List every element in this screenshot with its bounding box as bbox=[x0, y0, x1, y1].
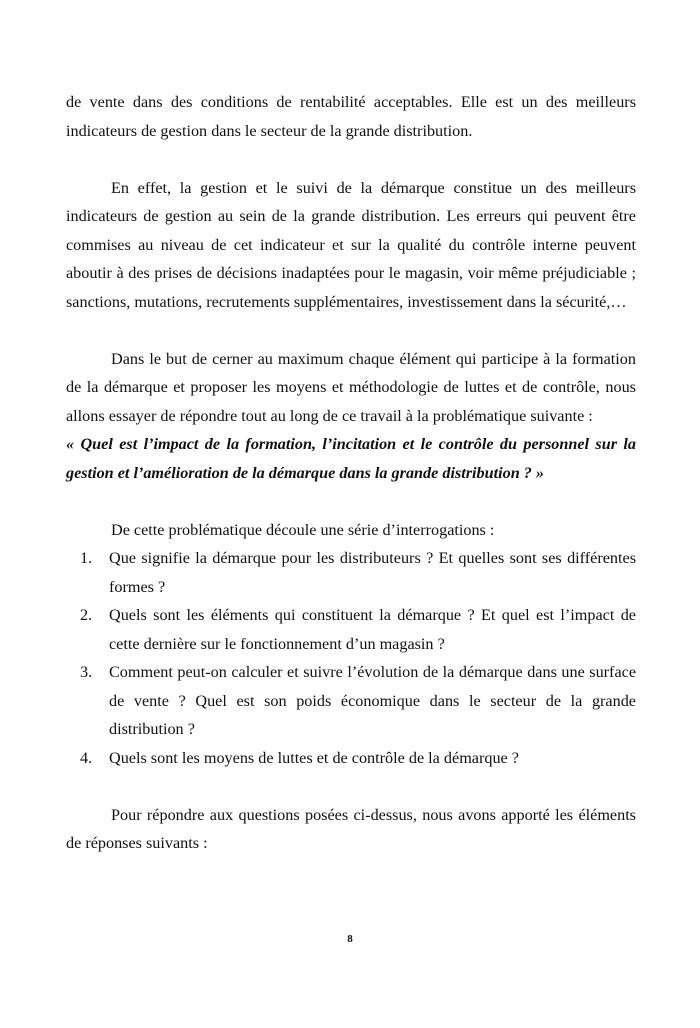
paragraph-5: Pour répondre aux questions posées ci-dessus, nous avons apporté les éléments de réponses suivants : bbox=[66, 805, 636, 852]
list-item bbox=[66, 544, 636, 601]
page-number: 8 bbox=[347, 933, 353, 945]
questions-list bbox=[66, 544, 636, 772]
list-item-number: 1. bbox=[80, 549, 93, 567]
list-item-number: 4. bbox=[80, 748, 93, 767]
list-item-number: 3. bbox=[80, 663, 93, 681]
list-item-number: 2. bbox=[80, 606, 93, 624]
problem-statement: « Quel est l’impact de la formation, l’incitation et le contrôle du personnel sur la gestion et l’amélioration de la démarque dans la grande distribution ? » bbox=[66, 435, 636, 482]
document-body bbox=[66, 88, 636, 858]
list-item-text: Que signifie la démarque pour les distributeurs ? Et quelles sont ses différentes formes ? bbox=[109, 549, 636, 596]
paragraph-1: de vente dans des conditions de rentabilité acceptables. Elle est un des meilleurs indicateurs de gestion dans le secteur de la grande distribution. bbox=[66, 93, 636, 140]
list-item-text: Quels sont les éléments qui constituent la démarque ? Et quel est l’impact de cette dernière sur le fonctionnement d’un magasin ? bbox=[109, 606, 636, 653]
spacer bbox=[66, 316, 636, 345]
spacer bbox=[66, 487, 636, 516]
list-item-text: Comment peut-on calculer et suivre l’évolution de la démarque dans une surface de vente ? Quel est son poids économique dans le secteur de la grande distribution ? bbox=[109, 663, 636, 738]
list-item-text: Quels sont les moyens de luttes et de contrôle de la démarque ? bbox=[109, 748, 519, 767]
list-item bbox=[66, 744, 636, 773]
paragraph-3: Dans le but de cerner au maximum chaque élément qui participe à la formation de la démarque et proposer les moyens et méthodologie de luttes et de contrôle, nous allons essayer de répondre tout au long de ce travail à la problématique suivante : bbox=[66, 349, 636, 425]
list-item bbox=[66, 658, 636, 744]
spacer bbox=[66, 772, 636, 801]
spacer bbox=[66, 145, 636, 174]
list-item bbox=[66, 601, 636, 658]
paragraph-2: En effet, la gestion et le suivi de la démarque constitue un des meilleurs indicateurs de gestion au sein de la grande distribution. Les erreurs qui peuvent être commises au niveau de cet indicateur et sur la qualité du contrôle interne peuvent aboutir à des prises de décisions inadaptées pour le magasin, voir même préjudiciable ; sanctions, mutations, recrutements supplémentaires, investissement dans la sécurité,… bbox=[66, 178, 636, 311]
paragraph-4: De cette problématique découle une série d’interrogations : bbox=[111, 520, 495, 539]
